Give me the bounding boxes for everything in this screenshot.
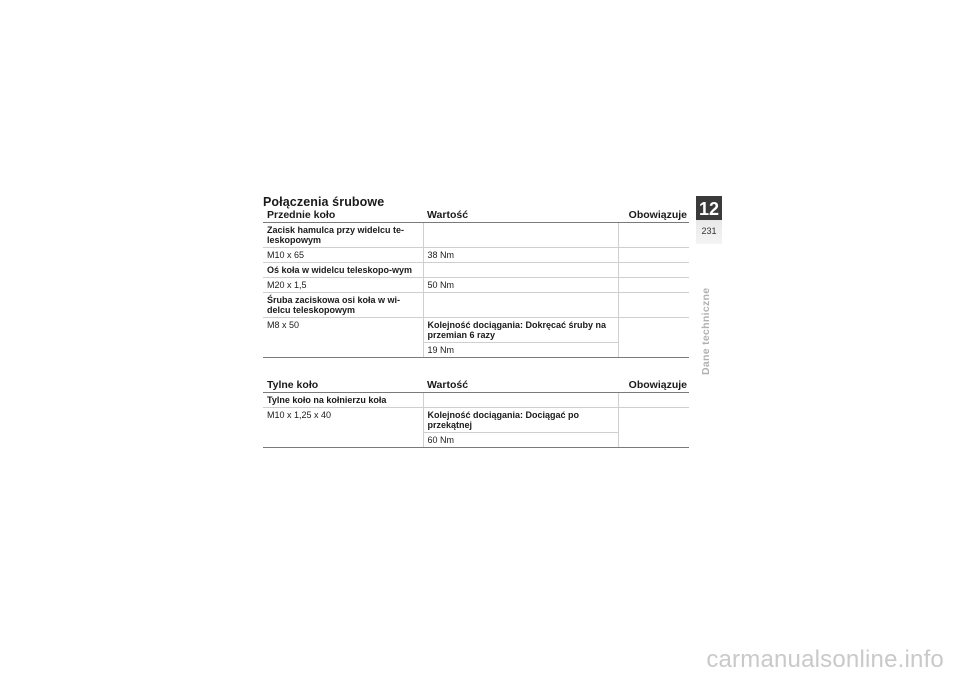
- empty-cell: [618, 248, 689, 263]
- bolt-label: Tylne koło na kołnierzu koła: [263, 393, 423, 408]
- empty-cell: [423, 293, 618, 318]
- header-value: Wartość: [423, 208, 618, 223]
- empty-cell: [618, 408, 689, 448]
- tightening-sequence: Kolejność dociągania: Dociągać po przekątnej: [423, 408, 618, 433]
- torque-value: 50 Nm: [423, 278, 618, 293]
- header-front-wheel: Przednie koło: [263, 208, 423, 223]
- rear-wheel-table: [263, 378, 689, 448]
- header-value: Wartość: [423, 378, 618, 393]
- front-wheel-table: [263, 208, 689, 358]
- page-number: 231: [701, 226, 717, 236]
- torque-value: 19 Nm: [423, 343, 618, 358]
- empty-cell: [618, 263, 689, 278]
- empty-cell: [423, 393, 618, 408]
- bolt-size: M10 x 1,25 x 40: [263, 408, 423, 448]
- bolt-size: M20 x 1,5: [263, 278, 423, 293]
- empty-cell: [423, 223, 618, 248]
- header-applies: Obowiązuje: [618, 378, 689, 393]
- watermark: carmanualsonline.info: [706, 646, 944, 673]
- page-title: Połączenia śrubowe: [263, 195, 385, 209]
- empty-cell: [423, 263, 618, 278]
- bolt-label: Zacisk hamulca przy widelcu te-leskopowym: [263, 223, 423, 248]
- bolt-size: M8 x 50: [263, 318, 423, 358]
- torque-value: 38 Nm: [423, 248, 618, 263]
- empty-cell: [618, 223, 689, 248]
- torque-value: 60 Nm: [423, 433, 618, 448]
- chapter-name: Dane techniczne: [700, 287, 712, 375]
- chapter-number: 12: [698, 199, 720, 219]
- empty-cell: [618, 293, 689, 318]
- bolt-label: Śruba zaciskowa osi koła w wi-delcu teleskopowym: [263, 293, 423, 318]
- bolt-label: Oś koła w widelcu teleskopo-wym: [263, 263, 423, 278]
- empty-cell: [618, 393, 689, 408]
- bolt-size: M10 x 65: [263, 248, 423, 263]
- tightening-sequence: Kolejność dociągania: Dokręcać śruby na przemian 6 razy: [423, 318, 618, 343]
- header-applies: Obowiązuje: [618, 208, 689, 223]
- header-rear-wheel: Tylne koło: [263, 378, 423, 393]
- empty-cell: [618, 278, 689, 293]
- empty-cell: [618, 318, 689, 358]
